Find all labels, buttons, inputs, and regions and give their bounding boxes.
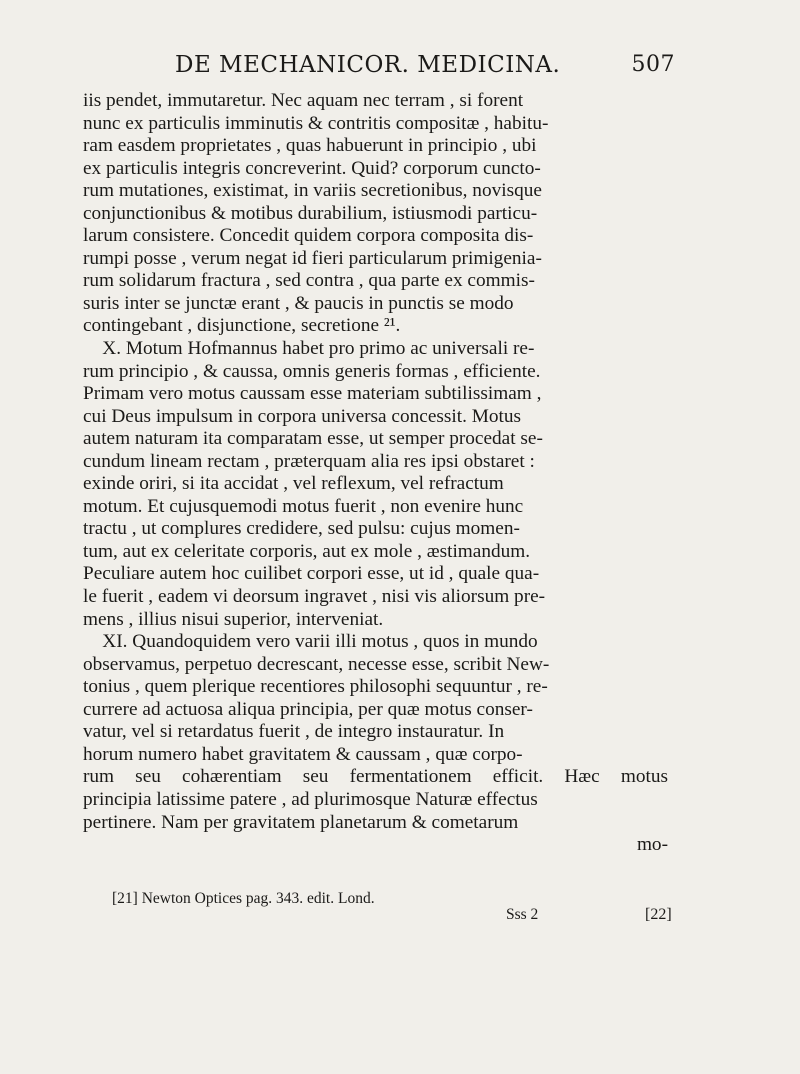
text-line: rum mutationes, existimat, in variis secretionibus, novisque bbox=[83, 180, 542, 202]
text-line: ram easdem proprietates , quas habuerunt in principio , ubi bbox=[83, 135, 537, 157]
text-line: observamus, perpetuo decrescant, necesse esse, scribit New- bbox=[83, 653, 550, 675]
text-line: nunc ex particulis imminutis & contritis compositæ , habitu- bbox=[83, 112, 549, 134]
text-line: motum. Et cujusquemodi motus fuerit , non evenire hunc bbox=[83, 495, 524, 517]
catchword: [22] bbox=[645, 906, 672, 923]
text-line: ex particulis integris concreverint. Quid? corporum cuncto- bbox=[83, 157, 541, 179]
text-line: horum numero habet gravitatem & caussam , quæ corpo- bbox=[83, 743, 523, 765]
text-line: conjunctionibus & motibus durabilium, istiusmodi particu- bbox=[83, 202, 538, 224]
text-line: le fuerit , eadem vi deorsum ingravet , nisi vis aliorsum pre- bbox=[83, 586, 546, 608]
text-line: suris inter se junctæ erant , & paucis in punctis se modo bbox=[83, 292, 514, 314]
text-line: tractu , ut complures credidere, sed pulsu: cujus momen- bbox=[83, 518, 520, 540]
text-line: autem naturam ita comparatam esse, ut semper procedat se- bbox=[83, 428, 543, 450]
text-line: contingebant , disjunctione, secretione ²¹. bbox=[83, 315, 401, 337]
body-text bbox=[83, 90, 668, 857]
text-line: cui Deus impulsum in corpora universa concessit. Motus bbox=[83, 405, 522, 427]
text-line: Peculiare autem hoc cuilibet corpori esse, ut id , quale qua- bbox=[83, 563, 540, 585]
text-line: X. Motum Hofmannus habet pro primo ac universali re- bbox=[83, 338, 535, 360]
text-line: Primam vero motus caussam esse materiam subtilissimam , bbox=[83, 383, 542, 405]
text-line: XI. Quandoquidem vero varii illi motus , quos in mundo bbox=[83, 631, 538, 653]
text-line: rumpi posse , verum negat id fieri particularum primigenia- bbox=[83, 247, 542, 269]
text-line: vatur, vel si retardatus fuerit , de integro instauratur. In bbox=[83, 721, 505, 743]
text-line: pertinere. Nam per gravitatem planetarum & cometarum bbox=[83, 811, 519, 833]
text-line: currere ad actuosa aliqua principia, per quæ motus conser- bbox=[83, 698, 533, 720]
text-line: iis pendet, immutaretur. Nec aquam nec terram , si forent bbox=[83, 90, 524, 111]
text-line: mens , illius nisui superior, interveniat. bbox=[83, 608, 384, 630]
text-line: mo- bbox=[636, 834, 668, 856]
text-line: cundum lineam rectam , præterquam alia res ipsi obstaret : bbox=[83, 450, 535, 472]
footnote: [21] Newton Optices pag. 343. edit. Lond. bbox=[112, 890, 375, 907]
text-line: larum consistere. Concedit quidem corpora composita dis- bbox=[83, 225, 534, 247]
text-line: tum, aut ex celeritate corporis, aut ex mole , æstimandum. bbox=[83, 540, 531, 562]
text-line: principia latissime patere , ad plurimosque Naturæ effectus bbox=[83, 788, 538, 810]
page-number: 507 bbox=[631, 52, 675, 77]
text-line: tonius , quem plerique recentiores philosophi sequuntur , re- bbox=[83, 676, 548, 698]
running-title: DE MECHANICOR. MEDICINA. bbox=[175, 52, 561, 78]
text-line: rum principio , & caussa, omnis generis formas , efficiente. bbox=[83, 360, 541, 382]
text-line: exinde oriri, si ita accidat , vel reflexum, vel refractum bbox=[83, 473, 504, 495]
signature-mark: Sss 2 bbox=[506, 906, 539, 923]
text-line: rum seu cohærentiam seu fermentationem efficit. Hæc motus bbox=[83, 766, 668, 788]
text-line: rum solidarum fractura , sed contra , qua parte ex commis- bbox=[83, 270, 535, 292]
